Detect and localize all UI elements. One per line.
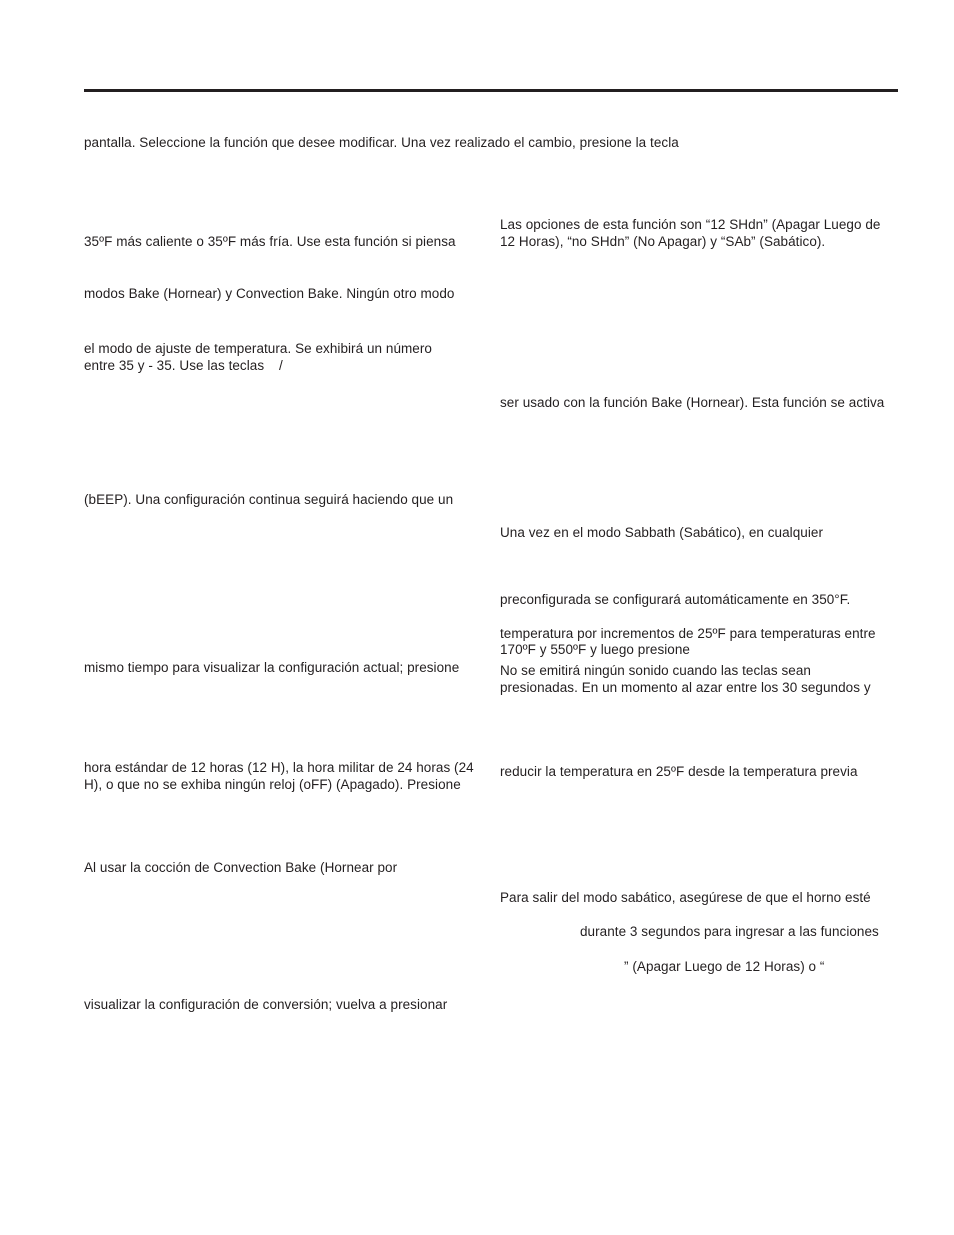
right-text-options-1: Las opciones de esta función son “12 SHdn” (Apagar Luego de (500, 217, 881, 232)
left-text-slash: / (279, 358, 283, 373)
left-text-adjust-mode-1: el modo de ajuste de temperatura. Se exhibirá un número (84, 341, 432, 356)
left-text-adjust-mode-2: entre 35 y - 35. Use las teclas (84, 358, 265, 373)
intro-line: pantalla. Seleccione la función que desee modificar. Una vez realizado el cambio, presione la tecla (84, 135, 679, 150)
left-text-convection: Al usar la cocción de Convection Bake (Hornear por (84, 860, 398, 875)
left-text-clock-1: hora estándar de 12 horas (12 H), la hora militar de 24 horas (24 (84, 760, 474, 775)
right-text-exit: Para salir del modo sabático, asegúrese de que el horno esté (500, 890, 871, 905)
left-text-beep: (bEEP). Una configuración continua seguirá haciendo que un (84, 492, 454, 507)
right-text-no-sound-1: No se emitirá ningún sonido cuando las teclas sean (500, 663, 811, 678)
right-text-sabbath: Una vez en el modo Sabbath (Sabático), en cualquier (500, 525, 823, 540)
header-rule (84, 89, 898, 92)
right-text-increments-2: 170ºF y 550ºF y luego presione (500, 642, 690, 657)
right-text-no-sound-2: presionadas. En un momento al azar entre los 30 segundos y (500, 680, 871, 695)
right-text-increments-1: temperatura por incrementos de 25ºF para temperaturas entre (500, 626, 876, 641)
right-text-reduce: reducir la temperatura en 25ºF desde la temperatura previa (500, 764, 858, 779)
right-text-preset: preconfigurada se configurará automáticamente en 350°F. (500, 592, 851, 607)
left-text-clock-2: H), o que no se exhiba ningún reloj (oFF) (Apagado). Presione (84, 777, 461, 792)
right-text-options-2: 12 Horas), “no SHdn” (No Apagar) y “SAb” (Sabático). (500, 234, 826, 249)
left-text-conversion: visualizar la configuración de conversión; vuelva a presionar (84, 997, 448, 1012)
right-text-shutdown: ” (Apagar Luego de 12 Horas) o “ (624, 959, 825, 974)
left-text-modes: modos Bake (Hornear) y Convection Bake. Ningún otro modo (84, 286, 455, 301)
right-text-seconds: durante 3 segundos para ingresar a las funciones (580, 924, 879, 939)
left-text-temp-adjust: 35ºF más caliente o 35ºF más fría. Use esta función si piensa (84, 234, 456, 249)
right-text-bake: ser usado con la función Bake (Hornear). Esta función se activa (500, 395, 885, 410)
left-text-current-config: mismo tiempo para visualizar la configuración actual; presione (84, 660, 460, 675)
